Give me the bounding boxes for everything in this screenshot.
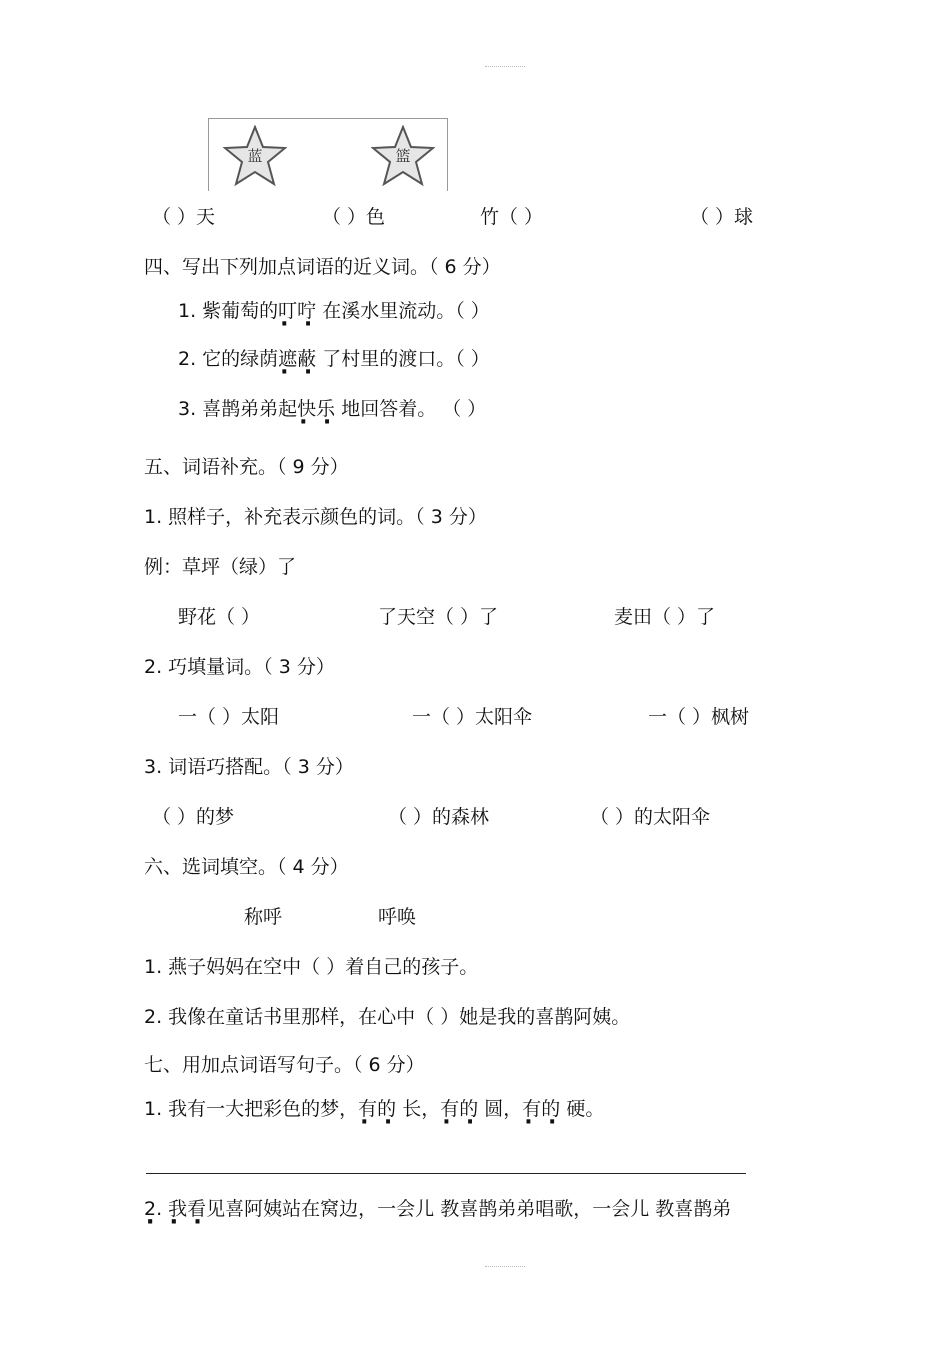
blank-color: （ ）色 xyxy=(322,206,386,228)
star-icon xyxy=(371,125,435,187)
s5-example: 例：草坪（绿）了 xyxy=(144,556,297,578)
s5-question-2: 2. 巧填量词。（ 3 分） xyxy=(144,656,335,678)
measure-blank-1: 一（ ）太阳 xyxy=(178,706,280,728)
star-char: 蓝 xyxy=(247,147,263,165)
star-char: 篮 xyxy=(395,147,411,165)
blank-sky: （ ）天 xyxy=(152,206,216,228)
star-picture xyxy=(208,118,448,191)
measure-blank-2: 一（ ）太阳伞 xyxy=(412,706,533,728)
section-7-title: 七、用加点词语写句子。（ 6 分） xyxy=(144,1054,425,1076)
section-4-title: 四、写出下列加点词语的近义词。（ 6 分） xyxy=(144,256,501,278)
measure-blank-3: 一（ ）枫树 xyxy=(648,706,750,728)
s7-item-2: 2. 我看见喜阿姨站在窝边，一会儿 · · · 教喜鹊弟弟唱歌，一会儿 · · · 教喜鹊弟 xyxy=(144,1196,731,1222)
star-icon xyxy=(223,125,287,187)
blank-bamboo: 竹（ ） xyxy=(480,206,544,228)
s5-question-1: 1. 照样子，补充表示颜色的词。（ 3 分） xyxy=(144,506,487,528)
s7-item-1: 1. 我有一大把彩色的梦，有的 · · 长，有的 · · 圆，有的 · · 硬。 xyxy=(144,1096,604,1122)
color-blank-1: 野花（ ） xyxy=(178,606,261,628)
color-blank-2: 了天空（ ）了 xyxy=(378,606,499,628)
blank-ball: （ ）球 xyxy=(690,206,754,228)
section-5-title: 五、词语补充。（ 9 分） xyxy=(144,456,349,478)
section-6-title: 六、选词填空。（ 4 分） xyxy=(144,856,349,878)
header-dots xyxy=(485,66,525,69)
match-blank-2: （ ）的森林 xyxy=(388,806,490,828)
answer-line xyxy=(146,1173,746,1174)
s4-item-1: 1. 紫葡萄的叮咛 · · 在溪水里流动。（ ） xyxy=(178,298,490,324)
match-blank-3: （ ）的太阳伞 xyxy=(590,806,711,828)
s6-item-1: 1. 燕子妈妈在空中（ ）着自己的孩子。 xyxy=(144,956,479,978)
s4-item-2: 2. 它的绿荫遮蔽 · · 了村里的渡口。（ ） xyxy=(178,346,490,372)
footer-dots xyxy=(485,1266,525,1269)
s4-item-3: 3. 喜鹊弟弟起快乐 · · 地回答着。 （ ） xyxy=(178,396,486,422)
s5-question-3: 3. 词语巧搭配。（ 3 分） xyxy=(144,756,354,778)
s6-item-2: 2. 我像在童话书里那样，在心中（ ）她是我的喜鹊阿姨。 xyxy=(144,1006,631,1028)
word-choice-1: 称呼 xyxy=(244,906,283,928)
match-blank-1: （ ）的梦 xyxy=(152,806,235,828)
word-choice-2: 呼唤 xyxy=(378,906,417,928)
color-blank-3: 麦田（ ）了 xyxy=(614,606,716,628)
